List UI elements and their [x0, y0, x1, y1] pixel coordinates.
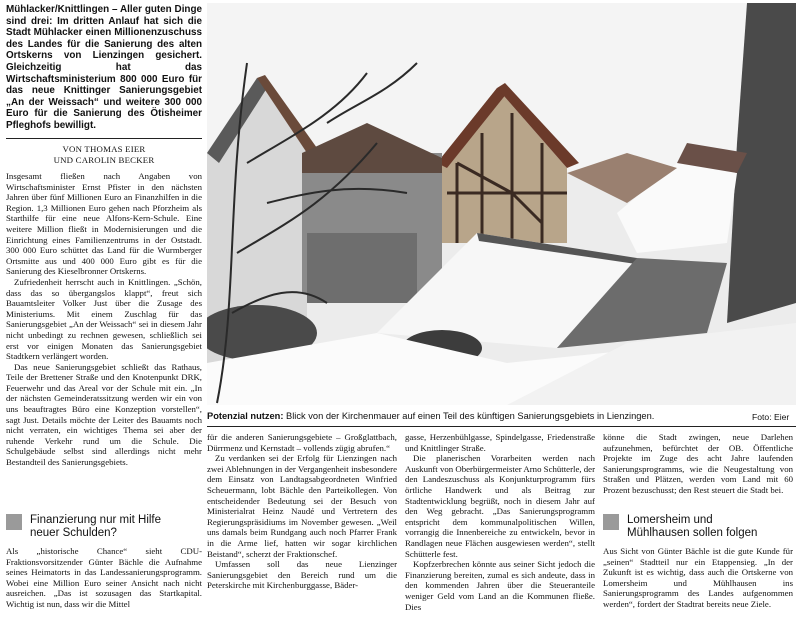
lead-paragraph: Mühlacker/Knittlingen – Aller guten Dinge sind drei: Im dritten Anlauf hat sich die Stadt Mühlacker einen Millionenzuschuss des Landes für die Sanierung des alten Ortskerns von Lienzingen gesichert. Gleichzeitig hat das Wirtschaftsministerium 800 000 Euro für das neue Knittinger Sanierungsgebiet „An der Weissach“ und weitere 300 000 Euro für die Sanierung des Ötisheimer Pfleghofs bewilligt.: [6, 4, 202, 131]
subheading-square-icon: [603, 514, 619, 530]
paragraph: Das neue Sanierungsgebiet schließt das Rathaus, Teile der Brettener Straße und den Knotenpunkt DRK, Feuerwehr und das Areal vor der Schule mit ein. „In der nächsten Gemeinderatssitzung werden wir ein von uns beauftragtes Büro eine Konzeption vorstellen“, sagt Just. Details möchte der Leiter des Bauamts noch nicht verraten, ein wichtiges Thema sei aber der ruhende Verkehr rund um die Schule. Die Schulgebäude selbst sind allerdings nicht mehr Bestandteil des Sanierungsgebiets.: [6, 361, 202, 468]
subheading-line: Finanzierung nur mit Hilfe: [30, 514, 162, 526]
column-4-lower: [603, 546, 793, 610]
subheading-line: Mühlhausen sollen folgen: [627, 527, 758, 539]
column-1: [6, 171, 202, 468]
paragraph: Umfassen soll das neue Lienzinger Sanierungsgebiet den Bereich rund um die Peterskirche mit Kirchenburggasse, Bäder-: [207, 559, 397, 591]
photo-lienzingen: [207, 3, 796, 405]
byline-line-2: UND CAROLIN BECKER: [53, 155, 155, 165]
lead-rule: [6, 138, 202, 139]
subheading-line: Lomersheim und: [627, 514, 713, 526]
photo-credit: Foto: Eier: [752, 412, 790, 422]
paragraph: Zu verdanken sei der Erfolg für Lienzingen nach zwei Ablehnungen in der Vergangenheit insbesondere dem Einsatz von Landtagsabgeordneten Winfried Scheuermann, lobt Bächle den Parteikollegen. Von entscheidender Bedeutung sei der Besuch von Ministerialrat Heinz Naudé und Vertretern des Regierungspräsidiums im November gewesen. „Weil uns damals beim Rundgang auch noch Pfarrer Frank in die Arme lief, hatten wir sogar kirchlichen Beistand“, scherzt der Fraktionschef.: [207, 453, 397, 559]
column-2: [207, 432, 397, 591]
column-4: [603, 432, 793, 496]
paragraph: Als „historische Chance“ sieht CDU-Fraktionsvorsitzender Günter Bächle die Aufnahme seines Heimatorts in das Landessanierungsprogramm. Wobei eine Million Euro seiner Ansicht nach nicht ausreichen. „Das ist sozusagen das Startkapital. Wichtig ist nun, dass wir die Mittel: [6, 546, 202, 609]
paragraph: Die planerischen Vorarbeiten werden nach Auskunft von Oberbürgermeister Arno Schütterle, der den Landeszuschuss als Konjunkturprogramm fürs örtliche Handwerk und als Beitrag zur Stadtentwicklung begrüßt, noch in diesem Jahr auf den Weg gebracht. „Das Sanierungsprogramm entspricht dem kommunalpolitischen Willen, vorrangig die Innenbereiche zu entwickeln, bevor in Randlagen neue Flächen ausgewiesen werden“, stellt Schütterle fest.: [405, 453, 595, 559]
subheading-1: [6, 514, 202, 540]
paragraph: für die anderen Sanierungsgebiete – Großglattbach, Dürrmenz und Kernstadt – vollends zügig abrufen.“: [207, 432, 397, 453]
paragraph: könne die Stadt zwingen, neue Darlehen aufzunehmen, befürchtet der OB. Öffentliche Projekte im Zuge des acht Jahre laufenden Sanierungsprogramms, wie die Neugestaltung von Straßen und Plätzen, werden vom Land mit 60 Prozent bezuschusst; den Rest steuert die Stadt bei.: [603, 432, 793, 495]
byline: [6, 144, 202, 166]
paragraph: gasse, Herzenbühlgasse, Spindelgasse, Friedenstraße und Knittlinger Straße.: [405, 432, 595, 453]
paragraph: Kopfzerbrechen könnte aus seiner Sicht jedoch die Finanzierung bereiten, zumal es sich andeute, dass in den kommenden Jahren über die Steueranteile weniger Geld vom Land an die Kommunen fließe. Dies: [405, 559, 595, 612]
paragraph: Insgesamt fließen nach Angaben von Wirtschaftsminister Ernst Pfister in den nächsten Jahren über fünf Millionen Euro an Finanzhilfen in die Region. 1,3 Millionen Euro gehen nach Pforzheim als Starthilfe für eine neue Alfons-Kern-Schule. Eine weitere Million fließt in Modernisierungen und die Einrichtung eines Familienzentrums in der Oststadt. 300 000 Euro schüttet das Land für die Wurmberger Ortsmitte aus und 400 000 Euro gibt es für die Sanierung des Kieselbronner Ortskerns.: [6, 171, 202, 277]
byline-line-1: VON THOMAS EIER: [62, 144, 146, 154]
subheading-2: [603, 514, 798, 540]
subheading-line: neuer Schulden?: [30, 527, 117, 539]
photo-illustration: [207, 3, 796, 405]
column-1-lower: [6, 546, 202, 610]
column-3: [405, 432, 595, 612]
paragraph: Aus Sicht von Günter Bächle ist die gute Kunde für „seinen“ Stadtteil nur ein Etappensieg. „In der Zukunft ist es wichtig, dass auch die Ortskerne von Lomersheim und Mühlhausen ins Sanierungsprogramm des Landes aufgenommen werden“, fordert der Stadtrat bereits neue Ziele.: [603, 546, 793, 609]
caption-text: Blick von der Kirchenmauer auf einen Teil des künftigen Sanierungsgebiets in Lienzingen.: [283, 411, 655, 421]
caption-rule: [207, 426, 796, 427]
caption-lead: Potenzial nutzen:: [207, 411, 284, 421]
subheading-square-icon: [6, 514, 22, 530]
photo-caption: [207, 411, 792, 421]
paragraph: Zufriedenheit herrscht auch in Knittlingen. „Schön, dass das so übergangslos klappt“, freut sich Bauamtsleiter Volker Just über die Zusage des Ministeriums. Mit einem Zuschlag für das Sanierungsgebiet „An der Weissach“ sei in diesem Jahr nicht unbedingt zu rechnen gewesen, schließlich sei erst vor einigen Monaten das Sanierungsgebiet Stadtkern verlängert worden.: [6, 276, 202, 362]
